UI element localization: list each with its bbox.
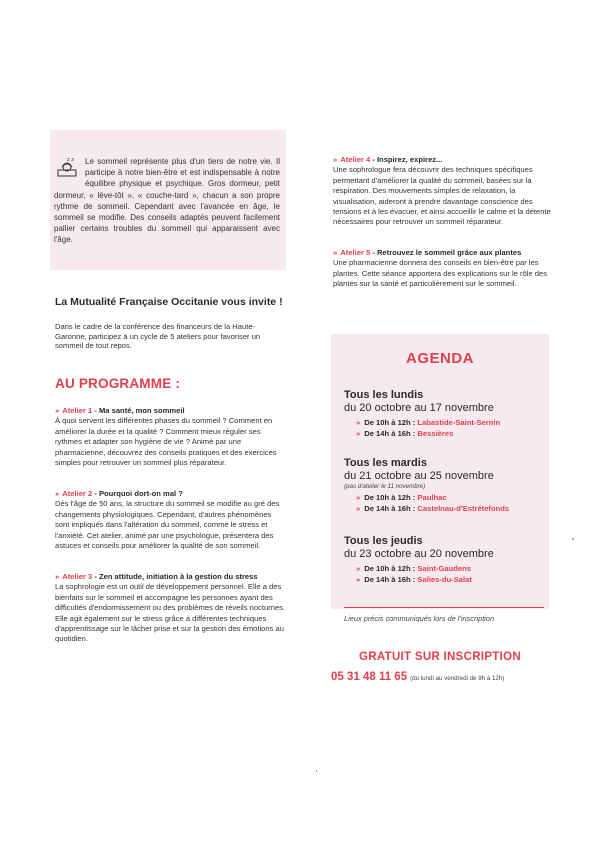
atelier-1	[55, 406, 287, 468]
sleeping-person-icon	[54, 156, 80, 178]
slot-time: De 14h à 16h :	[364, 503, 418, 513]
atelier-5-heading	[333, 248, 551, 258]
agenda-slot	[344, 564, 544, 575]
atelier-2-text: Dès l'âge de 50 ans, la structure du sommeil se modifie au gré des changements physiologiques. Cependant, d'autres phénomènes sont impliqués dans l'altération du sommeil, comme le stress et l'anxiété. Cet atelier, animé par une psychologue, présentera des astuces et conseils pour améliorer la qualité de son sommeil.	[55, 499, 280, 551]
programme-title: AU PROGRAMME :	[55, 376, 181, 391]
svg-text:z z: z z	[67, 157, 74, 163]
chevron-right-icon: »	[356, 574, 361, 584]
atelier-2-number: Atelier 2	[62, 489, 93, 498]
chevron-right-icon: »	[356, 564, 361, 573]
agenda-range: du 23 octobre au 20 novembre	[344, 548, 494, 560]
atelier-2-heading	[55, 489, 287, 499]
agenda-group-jeudis	[344, 535, 544, 585]
atelier-5-number: Atelier 5	[340, 248, 371, 257]
chevron-right-icon: »	[356, 503, 361, 513]
agenda-slot	[344, 575, 544, 586]
atelier-1-heading	[55, 406, 287, 416]
atelier-4-text: Une sophrologue fera découvrir des techniques spécifiques permettant d'améliorer la qualité du sommeil, basées sur la respiration. Des mouvements simples de relaxation, la visualisation, aideront à prendre davantage conscience des tensions et à les évacuer, et ainsi accueillir le calme et la détente nécessaires pour retrouver un sommeil réparateur.	[333, 165, 551, 227]
chevron-right-icon: »	[55, 406, 60, 415]
agenda-title: AGENDA	[405, 350, 474, 367]
free-registration-heading: GRATUIT SUR INSCRIPTION	[359, 651, 521, 663]
agenda-range: du 21 octobre au 25 novembre	[344, 470, 494, 482]
chevron-right-icon: »	[55, 572, 60, 581]
phone-line	[331, 667, 561, 685]
agenda-note: (pas d'atelier le 11 novembre)	[344, 483, 426, 490]
invite-title: La Mutualité Française Occitanie vous invite !	[55, 296, 283, 308]
atelier-4	[333, 155, 551, 228]
chevron-right-icon: »	[55, 489, 60, 498]
intro-paragraph	[54, 156, 280, 246]
atelier-4-heading	[333, 155, 551, 165]
agenda-day: Tous les mardis	[344, 457, 427, 469]
phone-number[interactable]: 05 31 48 11 65	[331, 671, 408, 683]
atelier-2	[55, 489, 287, 551]
slot-place: Saint-Gaudens	[417, 564, 472, 573]
atelier-3-text: La sophrologie est un outil de développement personnel. Elle a des bienfaits sur le sommeil et accompagne les personnes ayant des difficultés d'endormissement ou des problèmes de réveils nocturnes. Elle agit également sur le stress grâce à différentes techniques d'apprentissage sur le lâcher prise et sur la gestion des émotions au quotidien.	[55, 582, 286, 644]
agenda-slot	[344, 504, 544, 515]
slot-place: Labastide-Saint-Sernin	[417, 418, 501, 427]
agenda-divider	[344, 607, 544, 608]
atelier-3-number: Atelier 3	[62, 572, 93, 581]
atelier-5-title: - Retrouvez le sommeil grâce aux plantes	[370, 248, 522, 257]
atelier-5-text: Une pharmacienne donnera des conseils en bien-être par les plantes. Cette séance apportera des explications sur le rôle des plantes sur la santé et particulièrement sur le sommeil.	[333, 258, 548, 289]
slot-time: De 10h à 12h :	[364, 493, 418, 502]
atelier-1-number: Atelier 1	[62, 406, 93, 415]
atelier-4-title: - Inspirez, expirez...	[370, 155, 443, 164]
agenda-slot	[344, 429, 544, 440]
scan-speck	[316, 770, 317, 772]
slot-time: De 14h à 16h :	[364, 574, 418, 584]
atelier-2-title: - Pourquoi dort-on mal ?	[92, 489, 183, 498]
atelier-5	[333, 248, 551, 290]
slot-place: Paulhac	[417, 493, 447, 502]
chevron-right-icon: »	[356, 418, 361, 427]
atelier-3-title: - Zen attitude, initiation à la gestion du stress	[92, 572, 258, 581]
atelier-1-text: À quoi servent les différentes phases du sommeil ? Comment en améliorer la durée et la qualité ? Comment mieux réguler ses rythmes et adapter son hygiène de vie ? Animé par une pharmacienne, découvrez des conseils pratiques et des exercices simples pour retrouver un sommeil plus réparateur.	[55, 416, 277, 468]
invite-text: Dans le cadre de la conférence des financeurs de la Haute-Garonne, participez à un cycle de 5 ateliers pour favoriser un sommeil de tout repos.	[55, 322, 261, 351]
chevron-right-icon: »	[333, 155, 338, 164]
atelier-3	[55, 572, 287, 645]
scan-speck	[572, 538, 574, 540]
agenda-group-mardis	[344, 457, 544, 514]
chevron-right-icon: »	[356, 428, 361, 438]
agenda-slot	[344, 493, 544, 504]
chevron-right-icon: »	[356, 493, 361, 502]
slot-time: De 10h à 12h :	[364, 418, 418, 427]
agenda-day: Tous les lundis	[344, 389, 424, 401]
agenda-range: du 20 octobre au 17 novembre	[344, 402, 494, 414]
slot-place: Castelnau-d'Estrétefonds	[417, 503, 510, 513]
atelier-4-number: Atelier 4	[340, 155, 371, 164]
atelier-3-heading	[55, 572, 287, 582]
agenda-slot	[344, 418, 544, 429]
location-note: Lieux précis communiqués lors de l'inscription	[344, 614, 495, 623]
slot-time: De 10h à 12h :	[364, 564, 418, 573]
agenda-group-lundis	[344, 389, 544, 439]
slot-place: Bessières	[417, 428, 454, 438]
slot-time: De 14h à 16h :	[364, 428, 418, 438]
atelier-1-title: - Ma santé, mon sommeil	[92, 406, 185, 415]
phone-hours: (du lundi au vendredi de 9h à 12h)	[410, 675, 505, 682]
slot-place: Salies-du-Salat	[417, 574, 472, 584]
agenda-day: Tous les jeudis	[344, 535, 423, 547]
intro-text: Le sommeil représente plus d'un tiers de notre vie. Il participe à notre bien-être et est indispensable à notre équilibre physique et psychique. Gros dormeur, petit dormeur, « lève-tôt », « couche-tard », chacun a son propre rythme de sommeil. Cependant avec l'avancée en âge, le sommeil se modifie. Des conseils adaptés peuvent facilement pallier certains troubles du sommeil qui apparaissent avec l'âge.	[54, 157, 280, 245]
chevron-right-icon: »	[333, 248, 338, 257]
